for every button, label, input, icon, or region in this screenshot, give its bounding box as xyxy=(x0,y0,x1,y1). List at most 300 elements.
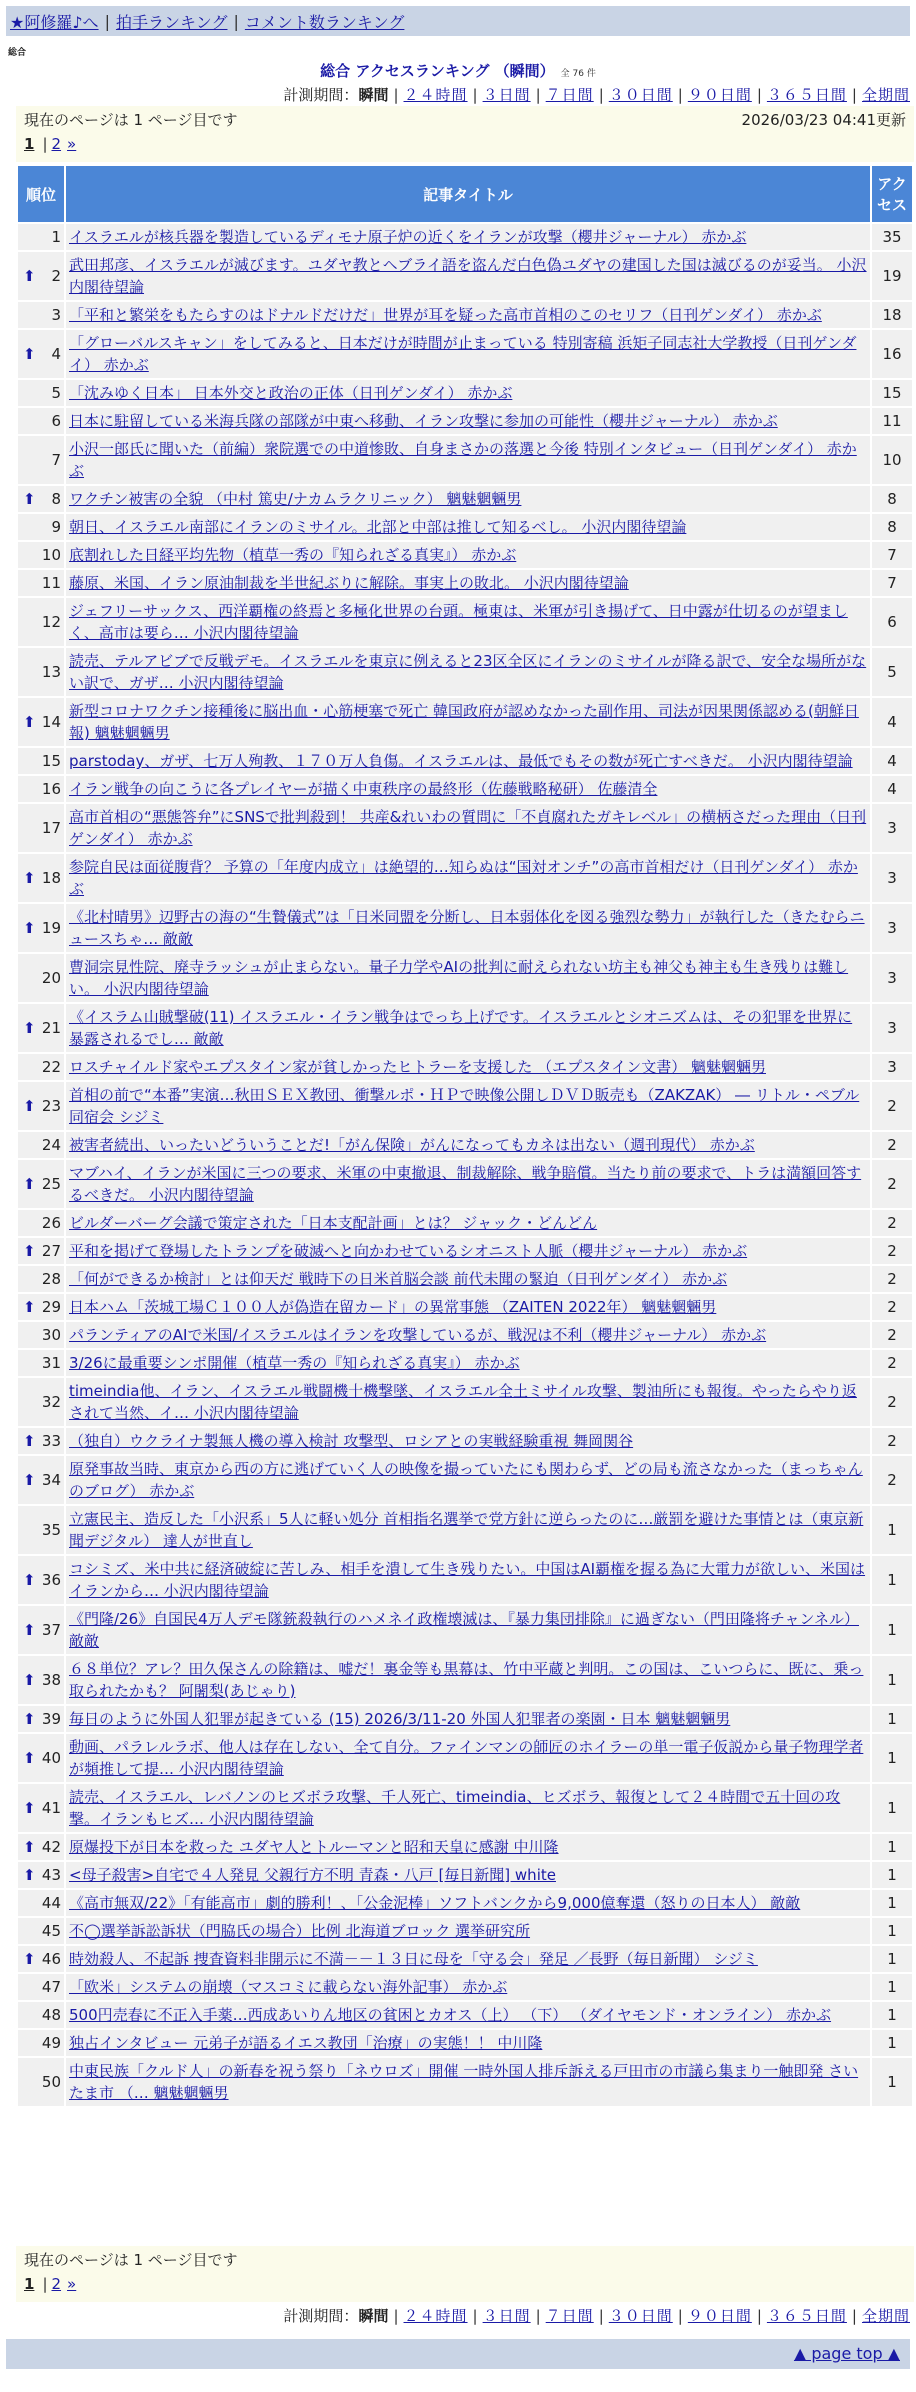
rank-number: 16 xyxy=(41,780,61,798)
rank-cell xyxy=(18,748,64,774)
title-cell xyxy=(66,224,870,250)
period-current: 瞬間 xyxy=(358,2307,389,2325)
rank-number: 34 xyxy=(41,1471,61,1489)
title-cell xyxy=(66,1082,870,1130)
access-count: 1 xyxy=(872,2058,912,2106)
access-count: 2 xyxy=(872,1238,912,1264)
article-link[interactable]: 読売、テルアビブで反戦デモ。イスラエルを東京に例えると23区全区にイランのミサイルが降る訳で、安全な場所がない訳で、ガザ… 小沢内閣待望論 xyxy=(69,652,867,692)
rank-cell xyxy=(18,1350,64,1376)
table-row xyxy=(18,514,912,540)
rank-cell xyxy=(18,1132,64,1158)
title-cell xyxy=(66,2002,870,2028)
article-link[interactable]: ワクチン被害の全貌 （中村 篤史/ナカムラクリニック） 魑魅魍魎男 xyxy=(69,490,522,508)
rank-cell xyxy=(18,570,64,596)
article-link[interactable]: 《高市無双/22》「有能高市」劇的勝利！、「公金泥棒」ソフトバンクから9,000億奪還（怒りの日本人） 敵敵 xyxy=(69,1894,801,1912)
rank-up-arrow-icon: ⬆ xyxy=(23,1799,36,1817)
article-link[interactable]: 「何ができるか検討」とは仰天だ 戦時下の日米首脳会談 前代未聞の緊迫（日刊ゲンダイ） 赤かぶ xyxy=(69,1270,728,1288)
rank-cell xyxy=(18,1378,64,1426)
rank-cell xyxy=(18,1266,64,1292)
rank-cell xyxy=(18,854,64,902)
article-link[interactable]: 《イスラム山賊撃破(11) イスラエル・イラン戦争はでっち上げです。イスラエルとシオニズムは、その犯罪を世界に暴露されるでし… 敵敵 xyxy=(69,1008,853,1048)
rank-number: 12 xyxy=(41,613,61,631)
table-header-row xyxy=(18,166,912,222)
table-row xyxy=(18,1004,912,1052)
rank-number: 30 xyxy=(41,1326,61,1344)
article-link[interactable]: 小沢一郎氏に聞いた（前編）衆院選での中道惨敗、自身まさかの落選と今後 特別インタビュー（日刊ゲンダイ） 赤かぶ xyxy=(69,440,857,480)
article-link[interactable]: ビルダーバーグ会議で策定された「日本支配計画」とは？ ジャック・どんどん xyxy=(69,1214,598,1232)
table-row xyxy=(18,698,912,746)
rank-number: 47 xyxy=(41,1978,61,1996)
rank-up-arrow-icon: ⬆ xyxy=(23,1571,36,1589)
access-count: 1 xyxy=(872,1974,912,2000)
title-cell xyxy=(66,598,870,646)
rank-cell xyxy=(18,1862,64,1888)
title-cell xyxy=(66,2058,870,2106)
updated-timestamp: 2026/03/23 04:41更新 xyxy=(741,111,906,129)
section-label: 総合 xyxy=(8,48,27,58)
header-rank: 順位 xyxy=(18,166,64,222)
rank-cell xyxy=(18,514,64,540)
access-count: 8 xyxy=(872,514,912,540)
page-title: 総合 アクセスランキング （瞬間） xyxy=(320,62,555,80)
table-row xyxy=(18,1238,912,1264)
rank-cell xyxy=(18,904,64,952)
table-row xyxy=(18,1556,912,1604)
rank-number: 39 xyxy=(41,1710,61,1728)
applause-ranking-link[interactable]: 拍手ランキング xyxy=(115,12,228,32)
article-link[interactable]: 「グローバルスキャン」をしてみると、日本だけが時間が止まっている 特別寄稿 浜矩子同志社大学教授（日刊ゲンダイ） 赤かぶ xyxy=(69,334,857,374)
article-link[interactable]: 動画、パラレルラボ、他人は存在しない、全て自分。ファインマンの師匠のホイラーの単一電子仮説から量子物理学者が頻推して提… 小沢内閣待望論 xyxy=(69,1738,864,1778)
header-title: 記事タイトル xyxy=(66,166,870,222)
period-option-link[interactable]: ９０日間 xyxy=(687,86,752,104)
table-row xyxy=(18,1428,912,1454)
access-count: 1 xyxy=(872,1706,912,1732)
rank-up-arrow-icon: ⬆ xyxy=(23,1175,36,1193)
title-cell xyxy=(66,1974,870,2000)
article-link[interactable]: 読売、イスラエル、レバノンのヒズボラ攻撃、千人死亡、timeindia、ヒズボラ、報復として２４時間で五十回の攻撃。イランもヒズ… 小沢内閣待望論 xyxy=(69,1788,841,1828)
article-link[interactable]: 曹洞宗見性院、廃寺ラッシュが止まらない。量子力学やAIの批判に耐えられない坊主も神父も神主も生き残りは難しい。 小沢内閣待望論 xyxy=(69,958,849,998)
pager-page-2[interactable]: 2 xyxy=(51,2275,62,2293)
access-count: 7 xyxy=(872,570,912,596)
title-cell xyxy=(66,1428,870,1454)
rank-cell xyxy=(18,1160,64,1208)
rank-cell xyxy=(18,1706,64,1732)
table-row xyxy=(18,1266,912,1292)
article-link[interactable]: parstoday、ガザ、七万人殉教、１７０万人負傷。イスラエルは、最低でもその数が死亡すべきだ。 小沢内閣待望論 xyxy=(69,752,853,770)
period-separator: | xyxy=(851,86,857,104)
table-row xyxy=(18,1350,912,1376)
table-row xyxy=(18,1606,912,1654)
article-link[interactable]: ジェフリーサックス、西洋覇権の終焉と多極化世界の台頭。極東は、米軍が引き揚げて、日中露が仕切るのが望ましく、高市は要ら… 小沢内閣待望論 xyxy=(69,602,848,642)
pager-top: 1 | 2 » xyxy=(24,135,77,153)
title-cell xyxy=(66,1946,870,1972)
title-cell xyxy=(66,804,870,852)
rank-cell xyxy=(18,1456,64,1504)
rank-up-arrow-icon: ⬆ xyxy=(23,1838,36,1856)
period-label: 計測期間： xyxy=(283,2307,359,2325)
access-count: 1 xyxy=(872,1918,912,1944)
access-count: 2 xyxy=(872,1210,912,1236)
article-link[interactable]: 被害者続出、いったいどういうことだ!「がん保険」がんになってもカネは出ない（週刊現代） 赤かぶ xyxy=(69,1136,755,1154)
title-cell xyxy=(66,514,870,540)
rank-cell xyxy=(18,1210,64,1236)
table-row xyxy=(18,1210,912,1236)
rank-cell xyxy=(18,330,64,378)
rank-cell xyxy=(18,698,64,746)
rank-number: 15 xyxy=(41,752,61,770)
table-row xyxy=(18,570,912,596)
title-cell xyxy=(66,1606,870,1654)
article-link[interactable]: 日本に駐留している米海兵隊の部隊が中東へ移動、イラン攻撃に参加の可能性（櫻井ジャーナル） 赤かぶ xyxy=(69,412,778,430)
rank-cell xyxy=(18,1556,64,1604)
rank-cell xyxy=(18,1082,64,1130)
pager-bottom: 1 | 2 » xyxy=(24,2275,77,2293)
table-row xyxy=(18,486,912,512)
access-count: 1 xyxy=(872,1862,912,1888)
table-row xyxy=(18,1322,912,1348)
article-link[interactable]: 3/26に最重要シンポ開催（植草一秀の『知られざる真実』） 赤かぶ xyxy=(69,1354,520,1372)
table-row xyxy=(18,2058,912,2106)
rank-number: 4 xyxy=(51,345,61,363)
access-count: 1 xyxy=(872,2002,912,2028)
title-cell xyxy=(66,408,870,434)
period-option-link[interactable]: 全期間 xyxy=(861,2307,910,2325)
table-row xyxy=(18,1918,912,1944)
title-cell xyxy=(66,954,870,1002)
rank-cell xyxy=(18,1428,64,1454)
title-cell xyxy=(66,1506,870,1554)
rank-number: 20 xyxy=(41,969,61,987)
period-option-link[interactable]: ３０日間 xyxy=(608,86,673,104)
rank-number: 29 xyxy=(41,1298,61,1316)
rank-number: 24 xyxy=(41,1136,61,1154)
rank-number: 8 xyxy=(51,490,61,508)
period-option-link[interactable]: ２４時間 xyxy=(403,86,468,104)
comment-ranking-link[interactable]: コメント数ランキング xyxy=(244,12,405,32)
title-cell xyxy=(66,330,870,378)
rank-cell xyxy=(18,1656,64,1704)
home-link[interactable]: ★阿修羅♪へ xyxy=(10,12,99,32)
period-option-link[interactable]: ３０日間 xyxy=(608,2307,673,2325)
article-link[interactable]: コシミズ、米中共に経済破綻に苦しみ、相手を潰して生き残りたい。中国はAI覇権を握る為に大電力が欲しい、米国はイランから… 小沢内閣待望論 xyxy=(69,1560,866,1600)
access-count: 8 xyxy=(872,486,912,512)
table-row xyxy=(18,2002,912,2028)
access-count: 7 xyxy=(872,542,912,568)
rank-number: 1 xyxy=(51,228,61,246)
title-cell xyxy=(66,1160,870,1208)
table-row xyxy=(18,1834,912,1860)
period-option-link[interactable]: ２４時間 xyxy=(403,2307,468,2325)
period-separator: | xyxy=(677,2307,683,2325)
title-cell xyxy=(66,1556,870,1604)
access-count: 2 xyxy=(872,1322,912,1348)
title-cell xyxy=(66,302,870,328)
current-page-text: 現在のページは 1 ページ目です xyxy=(24,111,238,129)
access-count: 3 xyxy=(872,904,912,952)
rank-up-arrow-icon: ⬆ xyxy=(23,1471,36,1489)
rank-cell xyxy=(18,648,64,696)
rank-cell xyxy=(18,1734,64,1782)
table-row xyxy=(18,1656,912,1704)
access-count: 2 xyxy=(872,1132,912,1158)
rank-cell xyxy=(18,1974,64,2000)
article-link[interactable]: 立憲民主、造反した「小沢系」5人に軽い処分 首相指名選挙で党方針に逆らったのに…厳罰を避けた事情とは（東京新聞デジタル） 達人が世直し xyxy=(69,1510,864,1550)
access-count: 10 xyxy=(872,436,912,484)
page-top-link[interactable]: ▲ page top ▲ xyxy=(793,2344,900,2363)
title-cell xyxy=(66,1238,870,1264)
article-link[interactable]: イラン戦争の向こうに各プレイヤーが描く中東秩序の最終形（佐藤戦略秘研） 佐藤清全 xyxy=(69,780,658,798)
article-link[interactable]: マブハイ、イランが米国に三つの要求、米軍の中東撤退、制裁解除、戦争賠償。当たり前の要求で、トラは満額回答するべきだ。 小沢内閣待望論 xyxy=(69,1164,862,1204)
access-count: 2 xyxy=(872,1266,912,1292)
title-cell xyxy=(66,1378,870,1426)
period-option-link[interactable]: ７日間 xyxy=(545,2307,594,2325)
article-link[interactable]: 日本ハム「茨城工場Ｃ１００人が偽造在留カード」の異常事態 （ZAITEN 2022年） 魑魅魍魎男 xyxy=(69,1298,717,1316)
rank-up-arrow-icon: ⬆ xyxy=(23,1710,36,1728)
rank-number: 14 xyxy=(41,713,61,731)
article-link[interactable]: 時効殺人、不起訴 捜査資料非開示に不満－－１３日に母を「守る会」発足 ／長野（毎日新聞） シジミ xyxy=(69,1950,758,1968)
table-row xyxy=(18,1946,912,1972)
access-count: 4 xyxy=(872,698,912,746)
article-link[interactable]: 新型コロナワクチン接種後に脳出血・心筋梗塞で死亡 韓国政府が認めなかった副作用、司法が因果関係認める(朝鮮日報) 魑魅魍魎男 xyxy=(69,702,859,742)
nav-separator: | xyxy=(233,11,239,31)
rank-cell xyxy=(18,408,64,434)
rank-number: 36 xyxy=(41,1571,61,1589)
period-option-link[interactable]: ３日間 xyxy=(482,86,531,104)
title-cell xyxy=(66,1890,870,1916)
rank-cell xyxy=(18,1004,64,1052)
rank-number: 37 xyxy=(41,1621,61,1639)
article-link[interactable]: ６８単位？アレ？田久保さんの除籍は、嘘だ！裏金等も黒幕は、竹中平蔵と判明。この国は、こいつらに、既に、乗っ取られたかも？ 阿闍梨(あじゃり) xyxy=(69,1660,864,1700)
table-row xyxy=(18,1862,912,1888)
period-separator: | xyxy=(677,86,683,104)
title-cell xyxy=(66,854,870,902)
title-cell xyxy=(66,252,870,300)
article-link[interactable]: 底割れした日経平均先物（植草一秀の『知られざる真実』） 赤かぶ xyxy=(69,546,517,564)
table-row xyxy=(18,436,912,484)
period-option-link[interactable]: ３日間 xyxy=(482,2307,531,2325)
period-separator: | xyxy=(598,2307,604,2325)
pager-current-page: 1 xyxy=(24,135,35,153)
access-count: 2 xyxy=(872,1378,912,1426)
article-link[interactable]: 「沈みゆく日本」 日本外交と政治の正体（日刊ゲンダイ） 赤かぶ xyxy=(69,384,513,402)
table-row xyxy=(18,1456,912,1504)
access-count: 2 xyxy=(872,1350,912,1376)
article-link[interactable]: 参院自民は面従腹背？ 予算の「年度内成立」は絶望的…知らぬは“国対オンチ”の高市首相だけ（日刊ゲンダイ） 赤かぶ xyxy=(69,858,858,898)
access-count: 6 xyxy=(872,598,912,646)
rank-number: 19 xyxy=(41,919,61,937)
table-row xyxy=(18,380,912,406)
table-row xyxy=(18,1890,912,1916)
article-link[interactable]: 朝日、イスラエル南部にイランのミサイル。北部と中部は推して知るべし。 小沢内閣待望論 xyxy=(69,518,687,536)
rank-cell xyxy=(18,1784,64,1832)
rank-number: 31 xyxy=(41,1354,61,1372)
period-option-link[interactable]: ３６５日間 xyxy=(766,2307,847,2325)
title-cell xyxy=(66,1734,870,1782)
rank-cell xyxy=(18,542,64,568)
article-link[interactable]: 原爆投下が日本を救った ユダヤ人とトルーマンと昭和天皇に感謝 中川隆 xyxy=(69,1838,559,1856)
rank-number: 43 xyxy=(41,1866,61,1884)
access-count: 18 xyxy=(872,302,912,328)
period-selector-top xyxy=(283,84,910,105)
article-link[interactable]: timeindia他、イラン、イスラエル戦闘機十機撃墜、イスラエル全土ミサイル攻撃、製油所にも報復。やったらやり返されて当然、イ… 小沢内閣待望論 xyxy=(69,1382,857,1422)
current-page-text: 現在のページは 1 ページ目です xyxy=(24,2251,238,2269)
pager-next[interactable]: » xyxy=(67,135,77,153)
rank-up-arrow-icon: ⬆ xyxy=(23,1298,36,1316)
rank-cell xyxy=(18,486,64,512)
article-link[interactable]: 「平和と繁栄をもたらすのはドナルドだけだ」世界が耳を疑った高市首相のこのセリフ（日刊ゲンダイ） 赤かぶ xyxy=(69,306,822,324)
access-count: 1 xyxy=(872,1834,912,1860)
rank-cell xyxy=(18,1294,64,1320)
table-row xyxy=(18,804,912,852)
rank-up-arrow-icon: ⬆ xyxy=(23,919,36,937)
article-link[interactable]: 《北村晴男》辺野古の海の“生贄儀式”は「日米同盟を分断し、日本弱体化を図る強烈な勢力」が執行した（きたむらニュースちゃ… 敵敵 xyxy=(69,908,865,948)
title-cell xyxy=(66,776,870,802)
period-separator: | xyxy=(756,2307,762,2325)
table-row xyxy=(18,648,912,696)
title-cell xyxy=(66,1266,870,1292)
article-link[interactable]: 毎日のように外国人犯罪が起きている (15) 2026/3/11-20 外国人犯罪者の楽園・日本 魑魅魍魎男 xyxy=(69,1710,731,1728)
title-cell xyxy=(66,436,870,484)
rank-up-arrow-icon: ⬆ xyxy=(23,1621,36,1639)
access-count: 2 xyxy=(872,1082,912,1130)
period-separator: | xyxy=(472,2307,478,2325)
access-count: 19 xyxy=(872,252,912,300)
table-row xyxy=(18,1506,912,1554)
rank-cell xyxy=(18,1054,64,1080)
table-row xyxy=(18,1132,912,1158)
access-count: 2 xyxy=(872,1160,912,1208)
rank-cell xyxy=(18,804,64,852)
pager-page-2[interactable]: 2 xyxy=(51,135,62,153)
rank-number: 9 xyxy=(51,518,61,536)
article-link[interactable]: 「欧米」システムの崩壊（マスコミに載らない海外記事） 赤かぶ xyxy=(69,1978,508,1996)
access-count: 4 xyxy=(872,748,912,774)
rank-number: 3 xyxy=(51,306,61,324)
article-link[interactable]: 500円売春に不正入手薬…西成あいりん地区の貧困とカオス（上） （下） （ダイヤモンド・オンライン） 赤かぶ xyxy=(69,2006,832,2024)
article-link[interactable]: 平和を掲げて登場したトランプを破滅へと向かわせているシオニスト人脈（櫻井ジャーナル） 赤かぶ xyxy=(69,1242,748,1260)
article-link[interactable]: イスラエルが核兵器を製造しているディモナ原子炉の近くをイランが攻撃（櫻井ジャーナル） 赤かぶ xyxy=(69,228,747,246)
title-cell xyxy=(66,1918,870,1944)
table-row xyxy=(18,224,912,250)
rank-cell xyxy=(18,1890,64,1916)
rank-cell xyxy=(18,776,64,802)
table-row xyxy=(18,1082,912,1130)
article-link[interactable]: ロスチャイルド家やエプスタイン家が貧しかったヒトラーを支援した （エプスタイン文書） 魑魅魍魎男 xyxy=(69,1058,766,1076)
article-link[interactable]: 藤原、米国、イラン原油制裁を半世紀ぶりに解除。事実上の敗北。 小沢内閣待望論 xyxy=(69,574,629,592)
title-cell xyxy=(66,380,870,406)
rank-number: 44 xyxy=(41,1894,61,1912)
rank-up-arrow-icon: ⬆ xyxy=(23,1242,36,1260)
title-cell xyxy=(66,1456,870,1504)
rank-cell xyxy=(18,1946,64,1972)
rank-cell xyxy=(18,302,64,328)
page-info-top xyxy=(16,106,914,162)
article-link[interactable]: 不◯選挙訴訟訴状（門脇氏の場合）比例 北海道ブロック 選挙研究所 xyxy=(69,1922,531,1940)
pager-current-page: 1 xyxy=(24,2275,35,2293)
nav-separator: | xyxy=(104,11,110,31)
title-cell xyxy=(66,748,870,774)
table-row xyxy=(18,954,912,1002)
access-count: 11 xyxy=(872,408,912,434)
article-link[interactable]: 《門隆/26》自国民4万人デモ隊銃殺執行のハメネイ政権壊滅は、『暴力集団排除』に過ぎない（門田隆将チャンネル） 敵敵 xyxy=(69,1610,859,1650)
period-option-link[interactable]: 全期間 xyxy=(861,86,910,104)
access-count: 2 xyxy=(872,1428,912,1454)
rank-up-arrow-icon: ⬆ xyxy=(23,1671,36,1689)
article-link[interactable]: 中東民族「クルド人」の新春を祝う祭り「ネウロズ」開催 一時外国人排斥訴える戸田市の市議ら集まり一触即発 さいたま市 （… 魑魅魍魎男 xyxy=(69,2062,859,2102)
rank-up-arrow-icon: ⬆ xyxy=(23,1097,36,1115)
title-cell xyxy=(66,1350,870,1376)
article-link[interactable]: 首相の前で“本番”実演…秋田ＳＥＸ教団、衝撃ルポ・ＨＰで映像公開しＤＶＤ販売も（ZAKZAK） ― リトル・ペブル同宿会 シジミ xyxy=(69,1086,860,1126)
access-count: 3 xyxy=(872,854,912,902)
rank-cell xyxy=(18,252,64,300)
table-row xyxy=(18,1378,912,1426)
article-link[interactable]: 原発事故当時、東京から西の方に逃げていく人の映像を撮っていたにも関わらず、どの局も流さなかった（まっちゃんのブログ） 赤かぶ xyxy=(69,1460,863,1500)
table-row xyxy=(18,1706,912,1732)
article-link[interactable]: パランティアのAIで米国/イスラエルはイランを攻撃しているが、戦況は不利（櫻井ジャーナル） 赤かぶ xyxy=(69,1326,767,1344)
article-link[interactable]: 独占インタビュー 元弟子が語るイエス教団「治療」の実態！！ 中川隆 xyxy=(69,2034,543,2052)
access-count: 35 xyxy=(872,224,912,250)
article-link[interactable]: （独自）ウクライナ製無人機の導入検討 攻撃型、ロシアとの実戦経験重視 舞岡関谷 xyxy=(69,1432,634,1450)
article-link[interactable]: <母子殺害>自宅で４人発見 父親行方不明 青森・八戸 [毎日新聞] white xyxy=(69,1866,556,1884)
rank-up-arrow-icon: ⬆ xyxy=(23,1950,36,1968)
rank-number: 5 xyxy=(51,384,61,402)
period-option-link[interactable]: ３６５日間 xyxy=(766,86,847,104)
access-count: 1 xyxy=(872,1556,912,1604)
rank-number: 42 xyxy=(41,1838,61,1856)
access-count: 15 xyxy=(872,380,912,406)
rank-cell xyxy=(18,1238,64,1264)
title-cell xyxy=(66,1132,870,1158)
access-count: 5 xyxy=(872,648,912,696)
ranking-table xyxy=(16,164,914,2108)
article-link[interactable]: 武田邦彦、イスラエルが滅びます。ユダヤ教とヘブライ語を盗んだ白色偽ユダヤの建国した国は滅びるのが妥当。 小沢内閣待望論 xyxy=(69,256,867,296)
rank-number: 2 xyxy=(51,267,61,285)
rank-cell xyxy=(18,380,64,406)
rank-number: 33 xyxy=(41,1432,61,1450)
title-cell xyxy=(66,1834,870,1860)
header-access: アクセス xyxy=(872,166,912,222)
rank-number: 35 xyxy=(41,1521,61,1539)
table-row xyxy=(18,776,912,802)
top-nav-bar xyxy=(6,6,910,36)
access-count: 3 xyxy=(872,804,912,852)
rank-number: 13 xyxy=(41,663,61,681)
pager-next[interactable]: » xyxy=(67,2275,77,2293)
access-count: 1 xyxy=(872,1734,912,1782)
title-cell xyxy=(66,648,870,696)
period-option-link[interactable]: ７日間 xyxy=(545,86,594,104)
period-separator: | xyxy=(851,2307,857,2325)
rank-number: 26 xyxy=(41,1214,61,1232)
access-count: 2 xyxy=(872,1294,912,1320)
rank-number: 7 xyxy=(51,451,61,469)
access-count: 1 xyxy=(872,1784,912,1832)
table-row xyxy=(18,1054,912,1080)
table-row xyxy=(18,2030,912,2056)
title-cell xyxy=(66,904,870,952)
title-cell xyxy=(66,1784,870,1832)
table-row xyxy=(18,542,912,568)
period-option-link[interactable]: ９０日間 xyxy=(687,2307,752,2325)
period-separator: | xyxy=(393,86,399,104)
title-cell xyxy=(66,1294,870,1320)
title-cell xyxy=(66,1004,870,1052)
access-count: 2 xyxy=(872,1456,912,1504)
rank-number: 41 xyxy=(41,1799,61,1817)
article-link[interactable]: 高市首相の“悪態答弁”にSNSで批判殺到！ 共産&れいわの質問に「不貞腐れたガキレベル」の横柄さだった理由（日刊ゲンダイ） 赤かぶ xyxy=(69,808,867,848)
access-count: 3 xyxy=(872,1004,912,1052)
period-selector-bottom xyxy=(283,2305,910,2326)
